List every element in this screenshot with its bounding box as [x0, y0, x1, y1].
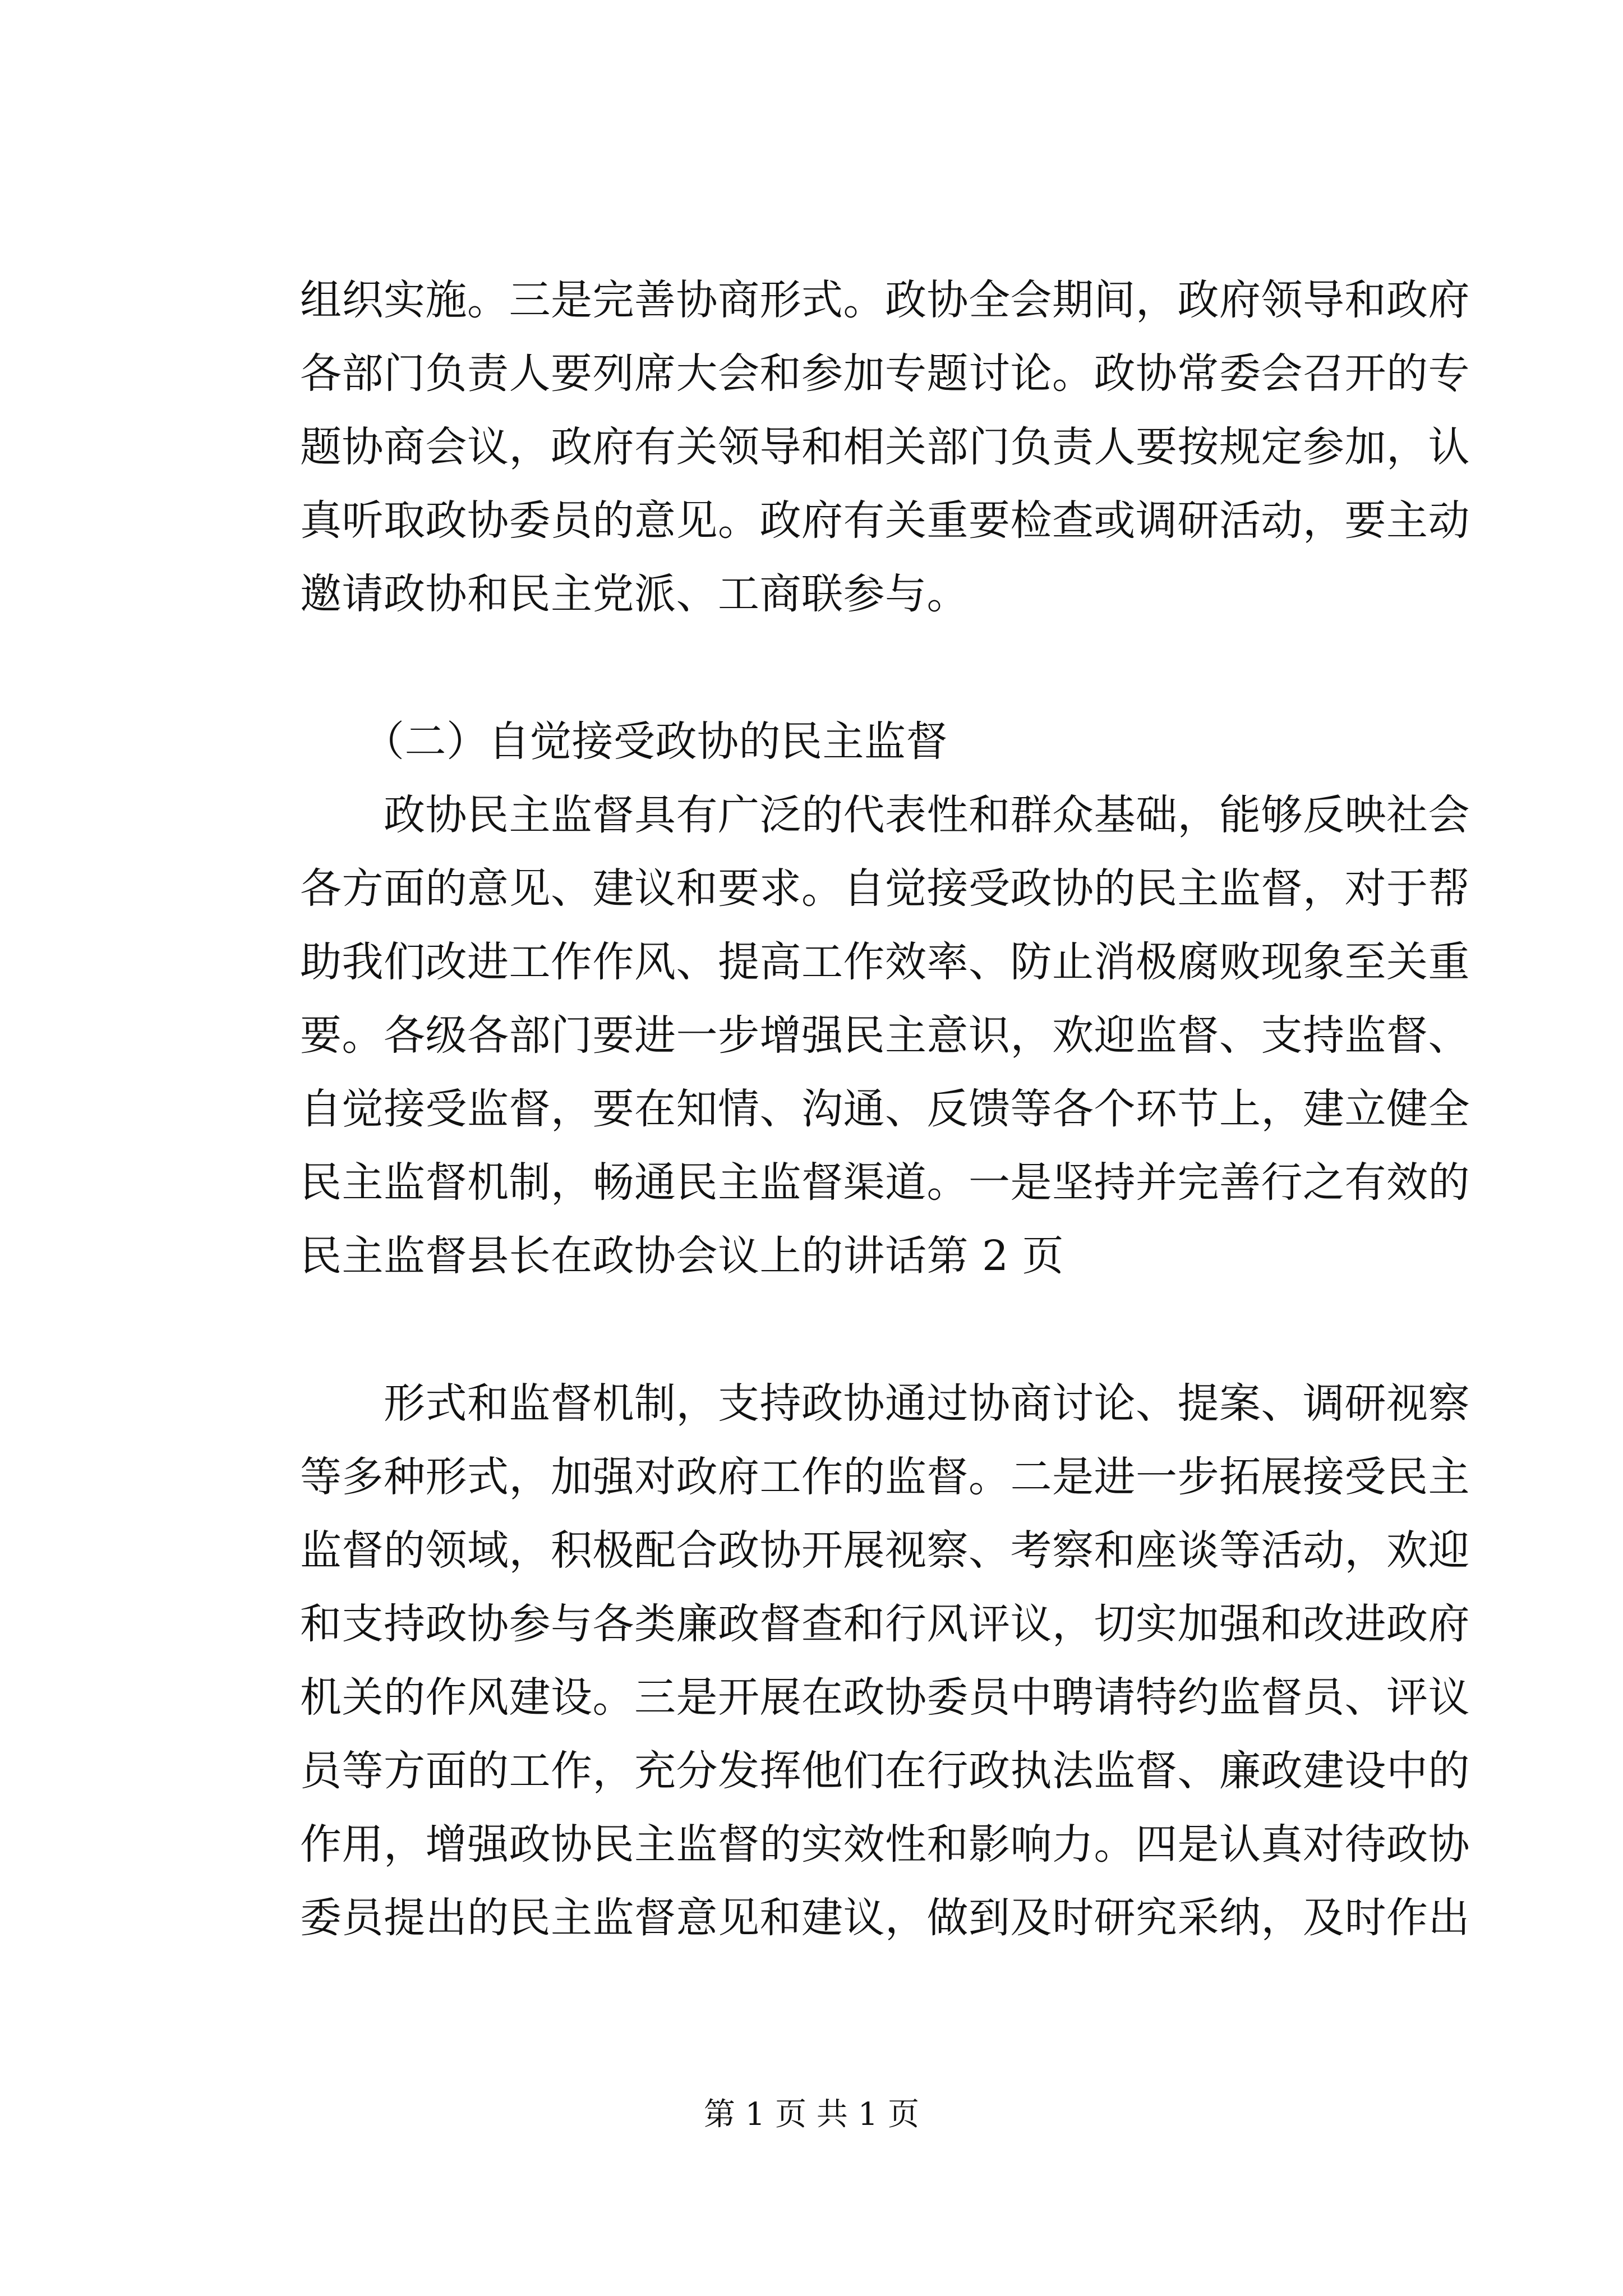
text-line: 和支持政协参与各类廉政督查和行风评议，切实加强和改进政府	[300, 1600, 1470, 1648]
text-line: 机关的作风建设。三是开展在政协委员中聘请特约监督员、评议	[300, 1673, 1470, 1722]
body-paragraph	[300, 264, 1470, 631]
text-line: 作用，增强政协民主监督的实效性和影响力。四是认真对待政协	[300, 1820, 1470, 1869]
body-paragraph	[300, 779, 1470, 1293]
text-line: 员等方面的工作，充分发挥他们在行政执法监督、廉政建设中的	[300, 1747, 1470, 1795]
page-footer: 第 1 页 共 1 页	[703, 2096, 920, 2133]
text-line: 监督的领域，积极配合政协开展视察、考察和座谈等活动，欢迎	[300, 1526, 1470, 1575]
text-line: 自觉接受监督，要在知情、沟通、反馈等各个环节上，建立健全	[300, 1085, 1470, 1133]
text-line: 民主监督机制，畅通民主监督渠道。一是坚持并完善行之有效的	[300, 1158, 1470, 1207]
text-line: 政协民主监督具有广泛的代表性和群众基础，能够反映社会	[300, 791, 1470, 839]
text-line: 邀请政协和民主党派、工商联参与。	[300, 570, 969, 618]
text-line: 组织实施。三是完善协商形式。政协全会期间，政府领导和政府	[300, 276, 1470, 324]
text-line: 形式和监督机制，支持政协通过协商讨论、提案、调研视察	[300, 1379, 1470, 1428]
text-line: 民主监督县长在政协会议上的讲话第 2 页	[300, 1232, 1064, 1280]
body-paragraph	[300, 1367, 1470, 1955]
text-line: 助我们改进工作作风、提高工作效率、防止消极腐败现象至关重	[300, 938, 1470, 986]
heading-line: （二）自觉接受政协的民主监督	[300, 717, 948, 766]
text-line: 各方面的意见、建议和要求。自觉接受政协的民主监督，对于帮	[300, 864, 1470, 913]
text-line: 各部门负责人要列席大会和参加专题讨论。政协常委会召开的专	[300, 349, 1470, 398]
section-heading	[300, 705, 1416, 779]
text-line: 真听取政协委员的意见。政府有关重要检查或调研活动，要主动	[300, 496, 1470, 545]
text-line: 要。各级各部门要进一步增强民主意识，欢迎监督、支持监督、	[300, 1011, 1470, 1060]
text-line: 题协商会议，政府有关领导和相关部门负责人要按规定参加，认	[300, 423, 1470, 471]
text-line: 等多种形式，加强对政府工作的监督。二是进一步拓展接受民主	[300, 1453, 1470, 1501]
text-line: 委员提出的民主监督意见和建议，做到及时研究采纳，及时作出	[300, 1894, 1470, 1942]
